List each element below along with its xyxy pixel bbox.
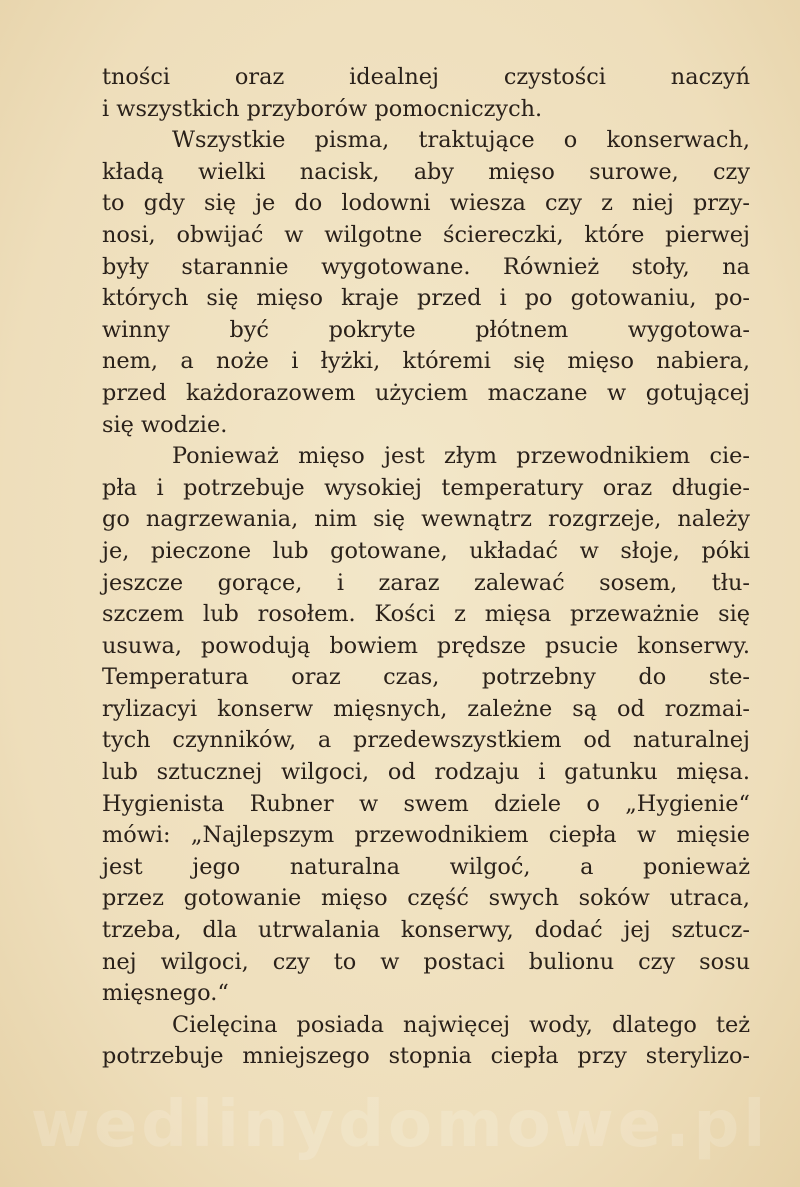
- text-line: potrzebuje mniejszego stopnia ciepła przy sterylizo-: [102, 1043, 750, 1070]
- text-line: przez gotowanie mięso część swych soków utraca,: [102, 885, 750, 912]
- text-line: były starannie wygotowane. Również stoły, na: [102, 253, 750, 280]
- text-line: go nagrzewania, nim się wewnątrz rozgrzeje, należy: [102, 506, 750, 533]
- text-line: winny być pokryte płótnem wygotowa-: [102, 316, 750, 343]
- text-line: Cielęcina posiada najwięcej wody, dlatego też: [172, 1011, 750, 1038]
- text-line: usuwa, powodują bowiem prędsze psucie konserwy.: [102, 632, 750, 659]
- text-line: jeszcze gorące, i zaraz zalewać sosem, tłu-: [102, 569, 750, 596]
- text-line: nej wilgoci, czy to w postaci bulionu czy sosu: [102, 948, 750, 975]
- text-line: tności oraz idealnej czystości naczyń: [102, 64, 750, 90]
- text-line: przed każdorazowem użyciem maczane w gotującej: [102, 379, 750, 406]
- text-line: trzeba, dla utrwalania konserwy, dodać jej sztucz-: [102, 917, 750, 944]
- text-line: jest jego naturalna wilgoć, a ponieważ: [102, 853, 750, 880]
- site-watermark: wedlinydomowe.pl: [30, 1088, 770, 1162]
- text-line: szczem lub rosołem. Kości z mięsa przeważnie się: [102, 601, 750, 628]
- text-line: Temperatura oraz czas, potrzebny do ste-: [102, 664, 750, 691]
- text-line: je, pieczone lub gotowane, układać w słoje, póki: [102, 537, 750, 564]
- text-line: nosi, obwijać w wilgotne ściereczki, które pierwej: [102, 221, 750, 248]
- text-line: Hygienista Rubner w swem dziele o „Hygienie“: [102, 790, 750, 817]
- text-line: tych czynników, a przedewszystkiem od naturalnej: [102, 727, 750, 754]
- text-line: których się mięso kraje przed i po gotowaniu, po-: [102, 285, 750, 312]
- text-line: lub sztucznej wilgoci, od rodzaju i gatunku mięsa.: [102, 759, 750, 786]
- text-line: mówi: „Najlepszym przewodnikiem ciepła w mięsie: [102, 822, 750, 849]
- text-line: i wszystkich przyborów pomocniczych.: [102, 95, 543, 122]
- text-line: mięsnego.“: [102, 980, 229, 1007]
- text-line: rylizacyi konserw mięsnych, zależne są od rozmai-: [102, 695, 750, 722]
- text-line: kładą wielki nacisk, aby mięso surowe, czy: [102, 158, 750, 185]
- text-line: pła i potrzebuje wysokiej temperatury oraz długie-: [102, 474, 750, 501]
- text-line: Ponieważ mięso jest złym przewodnikiem cie-: [172, 443, 750, 470]
- text-line: się wodzie.: [102, 411, 228, 438]
- page-text-block: [102, 62, 750, 1073]
- text-line: nem, a noże i łyżki, któremi się mięso nabiera,: [102, 348, 750, 375]
- text-line: to gdy się je do lodowni wiesza czy z niej przy-: [102, 190, 750, 217]
- text-line: Wszystkie pisma, traktujące o konserwach,: [172, 127, 750, 154]
